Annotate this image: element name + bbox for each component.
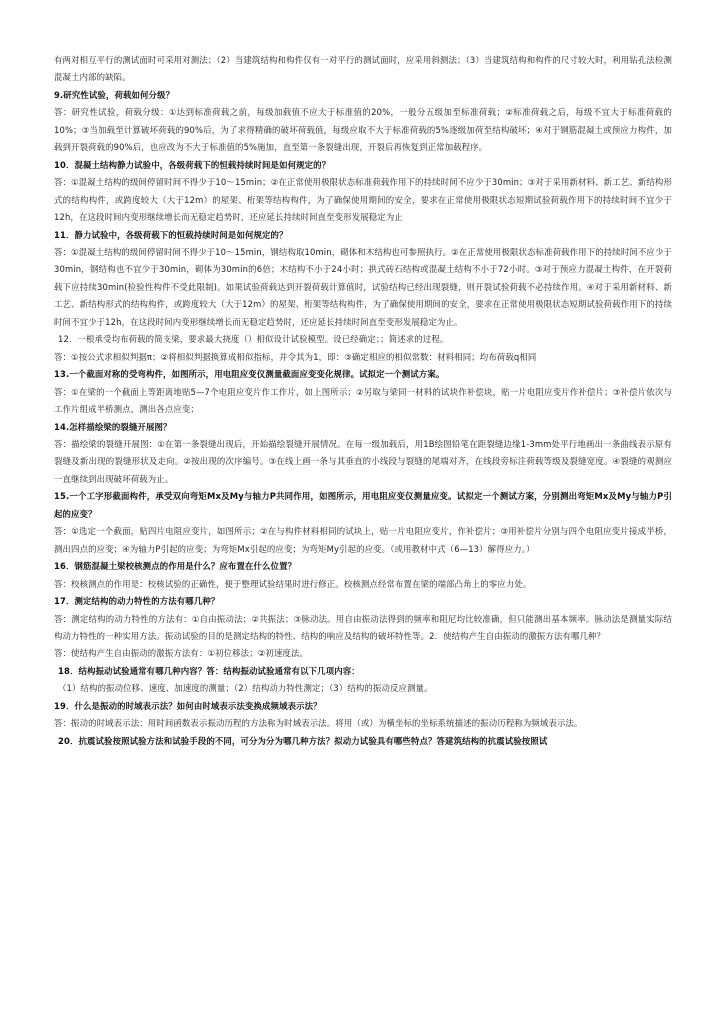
answer-16: 答：校核测点的作用是：校核试验的正确性，便于整理试验结果时进行修正。校核测点经常布置在梁的端部凸角上的零应力处。 (54, 578, 532, 589)
question-18: 18．结构振动试验通常有哪几种内容？答：结构振动试验通常有以下几项内容： (58, 665, 360, 676)
answer-17b: 答：使结构产生自由振动的激振方法有：①初位移法；②初速度法。 (54, 648, 309, 659)
document-page (54, 52, 672, 972)
question-16: 16．钢筋混凝土梁校核测点的作用是什么？应布置在什么位置？ (54, 561, 297, 572)
question-10: 10．混凝土结构静力试验中，各级荷载下的恒载持续时间是如何规定的？ (54, 159, 331, 170)
question-15: 15.一个工字形截面构件，承受双向弯矩Mx及My与轴力P共同作用，如图所示，用电阻应变仪测量应变。试拟定一个测试方案，分别测出弯矩Mx及My与轴力P引起的应变？ (54, 491, 672, 519)
question-17: 17．测定结构的动力特性的方法有哪几种？ (54, 596, 220, 607)
question-11: 11．静力试验中，各级荷载下的恒载持续时间是如何规定的？ (54, 229, 288, 240)
answer-19: 答：振动的时域表示法：用时间函数表示振动历程的方法称为时域表示法。将用（或）为横坐标的坐标系统描述的振动历程称为频域表示法。 (54, 718, 583, 729)
answer-15: 答：①选定一个截面，贴四片电阻应变片，如图所示；②在与构件材料相同的试块上，贴一片电阻应变片，作补偿片；③用补偿片分别与四个电阻应变片接成半桥，测出四点的应变；④为轴力P引起的应变；为弯矩Mx引起的应变；为弯矩My引起的应变。（或用教材中式（6—13）解得应力。） (54, 526, 672, 554)
question-13: 13.一个截面对称的受弯构件，如图所示，用电阻应变仪测量截面应变变化规律。试拟定一个测试方案。 (54, 369, 445, 380)
answer-18: （1）结构的振动位移、速度、加速度的测量；（2）结构动力特性测定；（3）结构的振动反应测量。 (58, 683, 433, 694)
answer-12: 答：①按公式求相似判据π；②将相似判据换算成相似指标，并令其为1，即：③确定相应的相似常数：材料相同；均布荷载q相同 (54, 351, 537, 362)
question-14: 14.怎样描绘梁的裂缝开展图？ (54, 421, 172, 432)
question-12: 12．一根承受均布荷载的简支梁，要求最大挠度（）相似设计试验模型。设已经确定；；简述求的过程。 (58, 334, 449, 345)
answer-9: 答：研究性试验，荷载分级：①达到标准荷载之前，每级加载值不应大于标准值的20%，一般分五级加至标准荷载；②标准荷载之后，每级不宜大于标准荷载的10%；③当加载至计算破坏荷载的90%后，为了求得精确的破坏荷载值，每级应取不大于标准荷载的5%逐级加荷至结构破坏；④对于钢筋混凝土或预应力构件，加载到开裂荷载的90%后，也应改为不大于标准值的5%施加，直至第一条裂缝出现，开裂后再恢复到正常加载程序。 (54, 107, 672, 153)
answer-11: 答：①混凝土结构的级间停留时间不得少于10～15min，钢结构取10min，砌体和木结构也可参照执行。②在正常使用极限状态标准荷载作用下的持续时间不应少于30min，钢结构也不宜少于30min，砌体为30min的6倍；木结构不小于24小时；拱式砖石结构或混凝土结构不小于72小时。③对于预应力混凝土构件，在开裂荷载下应持续30min(检验性构件不受此限制)。如果试验荷载达到开裂荷载计算值时，试验结构已经出现裂缝，则开裂试验荷载不必持续作用。④对于采用新材料、新工艺、新结构形式的结构构件，或跨度较大（大于12m）的屋架、桁架等结构构件，为了确保使用期间的安全，要求在正常使用极限状态短期试验荷载作用下的持续时间不宜少于12h，在这段时间内变形继续增长而无稳定趋势时，还应延长持续时间直至变形发展稳定为止。 (54, 246, 672, 327)
answer-14: 答：描绘梁的裂缝开展图：①在第一条裂缝出现后，开始描绘裂缝开展情况。在每一级加载后，用1B绘图铅笔在距裂缝边缘1-3mm处平行地画出一条曲线表示原有裂缝及新出现的裂缝形状及走向。②按出现的次序编号。③在线上画一条与其垂直的小线段与裂缝的尾端对齐，在线段旁标注荷载等级及裂缝宽度。④裂缝的观测应一直继续到出现破坏荷载为止。 (54, 438, 672, 484)
answer-17: 答：测定结构的动力特性的方法有：①自由振动法；②共振法；③脉动法。用自由振动法得到的频率和阻尼均比较准确，但只能测出基本频率。脉动法是测量实际结构动力特性的一种实用方法。振动试验的目的是测定结构的特性、结构的响应及结构的破坏特性等。2．使结构产生自由振动的激振方法有哪几种？ (54, 613, 672, 641)
question-9: 9.研究性试验，荷载如何分级？ (54, 89, 175, 100)
question-20: 20．抗震试验按照试验方法和试验手段的不同，可分为分为哪几种方法？拟动力试验具有哪些特点？答建筑结构的抗震试验按照试 (58, 735, 548, 746)
answer-8-continued: 有两对相互平行的测试面时可采用对测法；（2）当建筑结构和构件仅有一对平行的测试面时，应采用斜测法；（3）当建筑结构和构件的尺寸较大时，利用钻孔法检测混凝土内部的缺陷。 (54, 55, 672, 83)
answer-10: 答：①混凝土结构的级间停留时间不得少于10～15min；②在正常使用极限状态标准荷载作用下的持续时间不应少于30min；③对于采用新材料、新工艺、新结构形式的结构构件，或跨度较大（大于12m）的屋架、桁架等结构构件，为了确保使用期间的安全，要求在正常使用极限状态短期试验荷载作用下的持续时间不宜少于12h，在这段时间内变形继续增长而无稳定趋势时，还应延长持续时间直至变形发展稳定为止 (54, 177, 672, 223)
question-19: 19．什么是振动的时域表示法？如何由时域表示法变换成频域表示法？ (54, 700, 322, 711)
answer-13: 答：①在梁的一个截面上等距离地贴5—7个电阻应变片作工作片，如上图所示；②另取与梁同一材料的试块作补偿块，贴一片电阻应变片作补偿片；③补偿片依次与工作片组成半桥测点，测出各点应变； (54, 386, 672, 415)
